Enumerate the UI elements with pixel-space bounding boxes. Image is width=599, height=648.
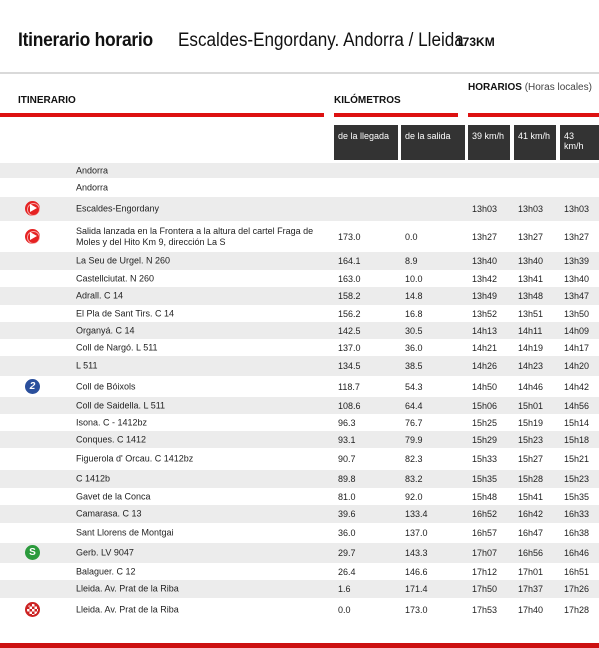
cell-km-salida: 16.8	[405, 308, 423, 319]
table-row	[0, 523, 599, 543]
cell-km-salida: 64.4	[405, 400, 423, 411]
cell-t3: 15h35	[564, 491, 590, 502]
cell-t2: 13h27	[518, 231, 544, 242]
place-name: El Pla de Sant Tirs. C 14	[76, 308, 175, 318]
finish-icon	[25, 602, 40, 617]
cell-t3: 15h23	[564, 474, 590, 484]
cell-t1: 14h21	[472, 342, 498, 353]
cell-t3: 13h39	[564, 256, 590, 266]
cell-km-salida: 10.0	[405, 273, 423, 284]
cell-t2: 16h42	[518, 509, 544, 519]
cell-t3: 14h20	[564, 361, 590, 371]
cell-t1: 16h57	[472, 528, 498, 538]
cell-km-llegada: 26.4	[338, 566, 356, 577]
cell-km-salida: 143.3	[405, 548, 428, 558]
table-row	[0, 221, 599, 252]
horarios-label: HORARIOS	[468, 82, 522, 93]
cell-t1: 17h12	[472, 566, 498, 577]
cell-t2: 14h19	[518, 342, 544, 353]
cell-t3: 13h47	[564, 291, 590, 301]
horarios-underline	[468, 113, 599, 117]
place-name: Castellciutat. N 260	[76, 273, 155, 283]
cell-t1: 17h50	[472, 584, 498, 594]
subheader-speed-39: 39 km/h	[468, 125, 510, 160]
subheader-speed-41: 41 km/h	[514, 125, 556, 160]
cell-t2: 15h19	[518, 417, 544, 428]
cell-t2: 15h27	[518, 454, 544, 464]
table-row	[0, 252, 599, 270]
cell-km-salida: 76.7	[405, 417, 423, 428]
cell-t3: 16h51	[564, 566, 590, 577]
header-divider	[0, 72, 599, 74]
cell-km-salida: 171.4	[405, 584, 428, 594]
subheader-de-la-llegada: de la llegada	[334, 125, 398, 160]
horarios-sublabel: (Horas locales)	[524, 82, 592, 93]
table-row	[0, 339, 599, 356]
cell-km-llegada: 93.1	[338, 434, 356, 445]
cell-t3: 14h56	[564, 400, 590, 411]
cell-t2: 16h47	[518, 528, 544, 538]
cell-t1: 17h07	[472, 548, 498, 558]
cell-t1: 13h52	[472, 308, 498, 319]
place-name: Sant Llorens de Montgai	[76, 527, 174, 538]
place-name: Lleida. Av. Prat de la Riba	[76, 604, 179, 615]
cell-t1: 14h13	[472, 325, 498, 336]
place-name: Andorra	[76, 182, 109, 192]
table-row	[0, 488, 599, 505]
table-row	[0, 580, 599, 598]
table-row	[0, 197, 599, 221]
cell-km-llegada: 108.6	[338, 400, 361, 411]
cell-km-llegada: 1.6	[338, 584, 351, 594]
table-row	[0, 505, 599, 523]
start-icon	[25, 229, 40, 244]
cell-t1: 13h42	[472, 273, 498, 284]
cell-t1: 13h49	[472, 291, 498, 301]
place-name: Gerb. LV 9047	[76, 547, 134, 558]
place-name: Camarasa. C 13	[76, 508, 142, 519]
cell-t2: 14h46	[518, 381, 544, 392]
cell-km-llegada: 158.2	[338, 291, 361, 301]
cell-t2: 14h11	[518, 325, 543, 336]
cell-t1: 15h25	[472, 417, 498, 428]
table-row	[0, 563, 599, 580]
place-name: Salida lanzada en la Frontera a la altura del cartel Fraga de Moles y del Hito Km 9, dirección La S	[76, 225, 314, 247]
cell-km-salida: 0.0	[405, 231, 418, 242]
cell-km-llegada: 39.6	[338, 509, 356, 519]
table-row	[0, 376, 599, 397]
cell-t1: 15h06	[472, 400, 498, 411]
cell-t3: 13h50	[564, 308, 590, 319]
place-name: Coll de Nargó. L 511	[76, 342, 158, 352]
cell-km-salida: 133.4	[405, 509, 428, 519]
cell-t3: 14h17	[564, 342, 590, 353]
table-row	[0, 287, 599, 305]
cell-km-salida: 92.0	[405, 491, 423, 502]
route-title: Escaldes-Engordany. Andorra / Lleida	[178, 30, 464, 51]
place-name: Balaguer. C 12	[76, 566, 136, 576]
cell-km-salida: 137.0	[405, 528, 428, 538]
cell-t1: 13h40	[472, 256, 498, 266]
cell-km-llegada: 163.0	[338, 273, 361, 284]
place-name: Isona. C - 1412bz	[76, 417, 148, 427]
place-name: Organyá. C 14	[76, 325, 135, 335]
page-title: Itinerario horario	[18, 30, 153, 51]
cell-km-llegada: 81.0	[338, 491, 356, 502]
cell-km-salida: 14.8	[405, 291, 423, 301]
place-name: Adrall. C 14	[76, 290, 124, 301]
cell-t2: 13h40	[518, 256, 544, 266]
subheader-de-la-salida: de la salida	[401, 125, 465, 160]
place-name: La Seu de Urgel. N 260	[76, 255, 171, 266]
cell-t3: 16h38	[564, 528, 590, 538]
place-name: C 1412b	[76, 473, 111, 484]
place-name: Figuerola d' Orcau. C 1412bz	[76, 453, 194, 464]
table-row	[0, 397, 599, 414]
table-row	[0, 163, 599, 178]
cell-t1: 13h03	[472, 204, 498, 214]
cell-km-llegada: 89.8	[338, 474, 356, 484]
cell-km-llegada: 137.0	[338, 342, 361, 353]
cell-t2: 15h01	[518, 400, 544, 411]
cell-km-llegada: 134.5	[338, 361, 361, 371]
place-name: Lleida. Av. Prat de la Riba	[76, 583, 179, 594]
cell-km-llegada: 90.7	[338, 454, 356, 464]
kilometros-underline	[334, 113, 458, 117]
cell-t2: 15h41	[518, 491, 544, 502]
cell-t2: 17h40	[518, 605, 544, 615]
cell-t1: 14h50	[472, 381, 498, 392]
cell-km-llegada: 29.7	[338, 548, 356, 558]
start-icon	[25, 201, 40, 216]
cell-t3: 14h09	[564, 325, 590, 336]
cell-t1: 13h27	[472, 231, 498, 242]
table-row	[0, 178, 599, 197]
cell-t1: 15h35	[472, 474, 498, 484]
col-header-horarios	[468, 82, 593, 94]
cell-t2: 13h51	[518, 308, 544, 319]
place-name: Coll de Bóixols	[76, 381, 136, 391]
cell-t1: 16h52	[472, 509, 498, 519]
cell-km-llegada: 173.0	[338, 231, 361, 242]
table-row	[0, 470, 599, 488]
place-name: L 511	[76, 360, 98, 371]
col-header-kilometros: KILÓMETROS	[334, 95, 401, 106]
cell-km-salida: 8.9	[405, 256, 418, 266]
table-row	[0, 543, 599, 563]
cell-km-llegada: 156.2	[338, 308, 361, 319]
cell-km-salida: 83.2	[405, 474, 423, 484]
cell-t1: 17h53	[472, 605, 498, 615]
cell-km-salida: 173.0	[405, 605, 428, 615]
cell-t2: 13h03	[518, 204, 544, 214]
table-row	[0, 305, 599, 322]
cell-km-salida: 54.3	[405, 381, 423, 392]
cell-t3: 13h27	[564, 231, 590, 242]
cell-t2: 17h01	[518, 566, 544, 577]
cell-km-salida: 38.5	[405, 361, 423, 371]
sprint-icon	[25, 545, 40, 560]
cell-t2: 17h37	[518, 584, 544, 594]
itinerario-underline	[0, 113, 324, 117]
cell-t3: 16h33	[564, 509, 590, 519]
cell-km-llegada: 142.5	[338, 325, 361, 336]
table-row	[0, 356, 599, 376]
cell-t2: 13h41	[518, 273, 544, 284]
cell-km-llegada: 0.0	[338, 605, 351, 615]
cell-t3: 15h21	[564, 454, 590, 464]
table-row	[0, 431, 599, 448]
cell-km-llegada: 118.7	[338, 381, 360, 392]
cell-t2: 14h23	[518, 361, 544, 371]
cell-t3: 14h42	[564, 381, 590, 392]
place-name: Escaldes-Engordany	[76, 203, 160, 214]
cell-km-salida: 30.5	[405, 325, 423, 336]
table-row	[0, 270, 599, 287]
cell-t1: 15h29	[472, 434, 498, 445]
cell-km-salida: 36.0	[405, 342, 423, 353]
cell-t3: 15h14	[564, 417, 590, 428]
cell-km-llegada: 96.3	[338, 417, 356, 428]
bottom-bar	[0, 643, 599, 648]
cell-t2: 16h56	[518, 548, 544, 558]
cell-t1: 15h33	[472, 454, 498, 464]
subheader-speed-43: 43 km/h	[560, 125, 599, 160]
cell-t3: 16h46	[564, 548, 590, 558]
place-name: Andorra	[76, 165, 109, 175]
title-bar	[0, 0, 599, 70]
cell-t2: 13h48	[518, 291, 544, 301]
cell-km-salida: 82.3	[405, 454, 423, 464]
cell-t1: 14h26	[472, 361, 498, 371]
cell-t3: 13h40	[564, 273, 590, 284]
col-header-itinerario: ITINERARIO	[18, 95, 76, 106]
cell-km-salida: 146.6	[405, 566, 428, 577]
place-name: Conques. C 1412	[76, 434, 147, 444]
cell-t2: 15h23	[518, 434, 544, 445]
place-name: Gavet de la Conca	[76, 491, 151, 501]
cell-t3: 17h28	[564, 605, 590, 615]
table-row	[0, 414, 599, 431]
cell-km-llegada: 164.1	[338, 256, 361, 266]
cell-km-llegada: 36.0	[338, 528, 356, 538]
cell-t1: 15h48	[472, 491, 498, 502]
table-row	[0, 448, 599, 470]
table-row	[0, 322, 599, 339]
cell-t3: 15h18	[564, 434, 590, 445]
route-distance: 173KM	[456, 35, 495, 49]
mountain-icon	[25, 379, 40, 394]
cell-km-salida: 79.9	[405, 434, 423, 445]
table-row	[0, 598, 599, 622]
cell-t3: 17h26	[564, 584, 590, 594]
place-name: Coll de Saidella. L 511	[76, 400, 166, 410]
cell-t3: 13h03	[564, 204, 590, 214]
cell-t2: 15h28	[518, 474, 544, 484]
